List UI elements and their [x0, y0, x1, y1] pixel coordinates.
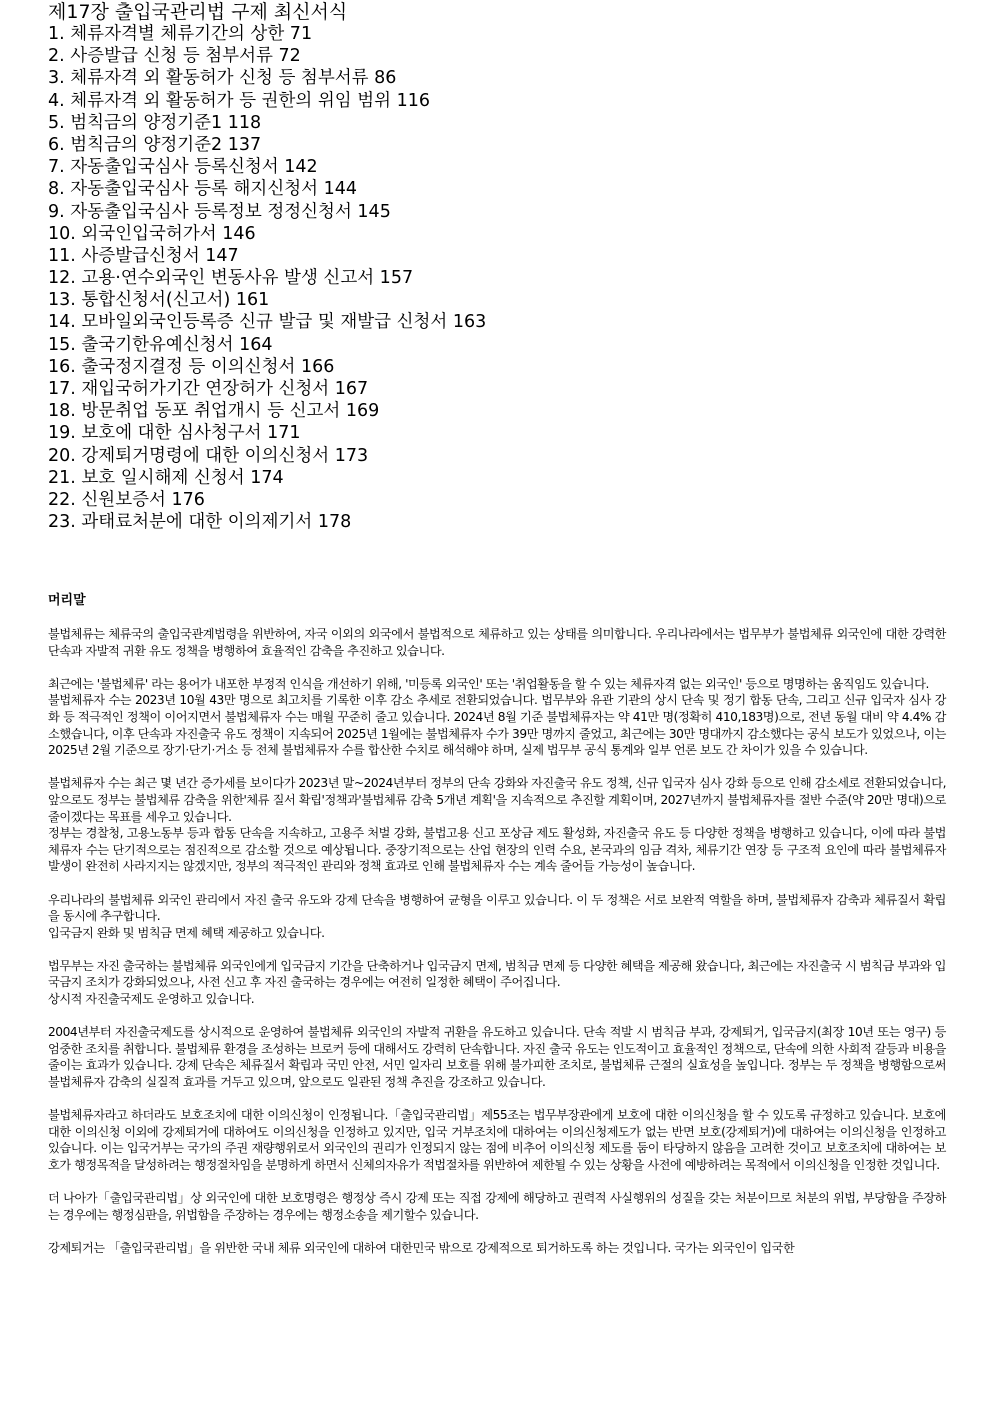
toc-item: 13. 통합신청서(신고서) 161 — [48, 290, 270, 311]
toc-item: 3. 체류자격 외 활동허가 신청 등 첨부서류 86 — [48, 68, 397, 89]
preface-paragraph: 불법체류자라고 하더라도 보호조치에 대한 이의신청이 인정됩니다.「출입국관리법」제55조는 법무부장관에게 보호에 대한 이의신청을 할 수 있도록 규정하고 있습니다. 보호에 대한 이의신청 이외에 강제퇴거에 대하여도 이의신청을 인정하고 있지만, 입국 거부조치에 대하여는 이의신청제도가 없는 반면 보호(강제퇴거)에 대하여는 이의신청을 인정하고 있습니다. 이는 입국거부는 국가의 주권 재량행위로서 외국인의 권리가 인정되지 않는 점에 비추어 이의신청 제도를 둠이 타당하지 않음을 고려한 것이고 보호조치에 대하여는 보호가 행정목적을 달성하려는 행정절차임을 분명하게 하면서 신체의자유가 적법절차를 위반하여 제한될 수 있는 상황을 사전에 예방하려는 목적에서 이의신청을 인정한 것입니다. — [48, 1108, 946, 1172]
preface-body — [48, 626, 946, 1273]
toc-item: 11. 사증발급신청서 147 — [48, 245, 239, 266]
toc-item: 22. 신원보증서 176 — [48, 489, 205, 510]
toc-title: 제17장 출입국관리법 구제 최신서식 — [48, 1, 348, 23]
toc-item: 5. 범칙금의 양정기준1 118 — [48, 112, 262, 133]
toc-list — [48, 23, 948, 533]
preface-paragraph: 2004년부터 자진출국제도를 상시적으로 운영하여 불법체류 외국인의 자발적 귀환을 유도하고 있습니다. 단속 적발 시 범칙금 부과, 강제퇴거, 입국금지(최장 10년 또는 영구) 등 엄중한 조치를 취합니다. 불법체류 환경을 조성하는 브로커 등에 대해서도 강력히 단속합니다. 자진 출국 유도는 인도적이고 효율적인 정책으로, 단속에 의한 사회적 갈등과 비용을 줄이는 효과가 있습니다. 강제 단속은 체류질서 확립과 국민 안전, 서민 일자리 보호를 위해 불가피한 조치로, 불법체류 근절의 실효성을 높입니다. 정부는 두 정책을 병행함으로써 불법체류자 감축의 실질적 효과를 거두고 있으며, 앞으로도 일관된 정책 추진을 강조하고 있습니다. — [48, 1025, 946, 1090]
preface-paragraph: 우리나라의 불법체류 외국인 관리에서 자진 출국 유도와 강제 단속을 병행하여 균형을 이루고 있습니다. 이 두 정책은 서로 보완적 역할을 하며, 불법체류자 감축과 체류질서 확립을 동시에 추구합니다. 입국금지 완화 및 범칙금 면제 혜택 제공하고 있습니다. — [48, 892, 946, 940]
toc-item: 17. 재입국허가기간 연장허가 신청서 167 — [48, 379, 369, 399]
preface-paragraph: 최근에는 '불법체류' 라는 용어가 내포한 부정적 인식을 개선하기 위해, '미등록 외국인' 또는 '취업활동을 할 수 있는 체류자격 없는 외국인' 등으로 명명하는 움직임도 있습니다. 불법체류자 수는 2023년 10월 43만 명으로 최고치를 기록한 이후 감소 추세로 전환되었습니다. 법무부와 유관 기관의 상시 단속 및 정기 합동 단속, 그리고 신규 입국자 심사 강화 등 적극적인 정책이 이어지면서 불법체류자 수는 매월 꾸준히 줄고 있습니다. 2024년 8월 기준 불법체류자는 약 41만 명(정확히 410,183명)으로, 전년 동월 대비 약 4.4% 감소했습니다, 이후 단속과 자진출국 유도 정책이 지속되어 2025년 1월에는 불법체류자 수가 39만 명까지 줄었고, 최근에는 30만 명대까지 감소했다는 공식 보도가 있었으나, 이는 2025년 2월 기준으로 장기·단기·거소 등 전체 불법체류자 수를 합산한 수치로 해석해야 하며, 실제 법무부 공식 통계와 일부 언론 보도 간 차이가 있을 수 있습니다. — [48, 676, 946, 758]
preface-paragraph: 강제퇴거는 「출입국관리법」을 위반한 국내 체류 외국인에 대하여 대한민국 밖으로 강제적으로 퇴거하도록 하는 것입니다. 국가는 외국인이 입국한 — [48, 1240, 795, 1255]
toc-item: 14. 모바일외국인등록증 신규 발급 및 재발급 신청서 163 — [48, 312, 487, 333]
preface-paragraph: 불법체류자 수는 최근 몇 년간 증가세를 보이다가 2023년 말~2024년부터 정부의 단속 강화와 자진출국 유도 정책, 신규 입국자 심사 강화 등으로 인해 감소세로 전환되었습니다, 앞으로도 정부는 불법체류 감축을 위한'체류 질서 확립'정책과'불법체류 감축 5개년 계획'을 지속적으로 추진할 계획이며, 2027년까지 불법체류자를 절반 수준(약 20만 명대)으로 줄이겠다는 목표를 세우고 있습니다. 정부는 경찰청, 고용노동부 등과 합동 단속을 지속하고, 고용주 처벌 강화, 불법고용 신고 포상금 제도 활성화, 자진출국 유도 등 다양한 정책을 병행하고 있습니다, 이에 따라 불법체류자 수는 단기적으로는 점진적으로 감소할 것으로 예상됩니다. 중장기적으로는 산업 현장의 인력 수요, 본국과의 임금 격차, 체류기간 연장 등 구조적 요인에 따라 불법체류자 발생이 완전히 사라지지는 않겠지만, 정부의 적극적인 관리와 정책 효과로 인해 불법체류자 수는 계속 줄어들 가능성이 높습니다. — [48, 776, 946, 874]
toc-item: 15. 출국기한유예신청서 164 — [48, 334, 273, 355]
toc-item: 23. 과태료처분에 대한 이의제기서 178 — [48, 512, 352, 533]
toc-item: 10. 외국인입국허가서 146 — [48, 223, 256, 244]
toc-item: 20. 강제퇴거명령에 대한 이의신청서 173 — [48, 445, 369, 466]
toc-item: 8. 자동출입국심사 등록 해지신청서 144 — [48, 179, 358, 200]
preface-paragraph: 법무부는 자진 출국하는 불법체류 외국인에게 입국금지 기간을 단축하거나 입국금지 면제, 범칙금 면제 등 다양한 혜택을 제공해 왔습니다, 최근에는 자진출국 시 범칙금 부과와 입국금지 조치가 강화되었으나, 사전 신고 후 자진 출국하는 경우에는 여전히 일정한 혜택이 주어집니다. 상시적 자진출국제도 운영하고 있습니다. — [48, 958, 946, 1007]
toc-item: 2. 사증발급 신청 등 첨부서류 72 — [48, 46, 301, 67]
toc-item: 7. 자동출입국심사 등록신청서 142 — [48, 157, 318, 178]
toc-item: 4. 체류자격 외 활동허가 등 권한의 위임 범위 116 — [48, 90, 430, 111]
toc-item: 9. 자동출입국심사 등록정보 정정신청서 145 — [48, 201, 391, 222]
toc-item: 12. 고용·연수외국인 변동사유 발생 신고서 157 — [48, 268, 414, 289]
preface-paragraph: 불법체류는 체류국의 출입국관계법령을 위반하여, 자국 이외의 외국에서 불법적으로 체류하고 있는 상태를 의미합니다. 우리나라에서는 법무부가 불법체류 외국인에 대한 강력한 단속과 자발적 귀환 유도 정책을 병행하여 효율적인 감축을 추진하고 있습니다. — [48, 627, 946, 658]
toc-item: 19. 보호에 대한 심사청구서 171 — [48, 423, 301, 444]
toc-item: 16. 출국정지결정 등 이의신청서 166 — [48, 356, 335, 377]
preface-heading: 머리말 — [48, 593, 86, 608]
document-page — [48, 0, 948, 1255]
toc-item: 21. 보호 일시해제 신청서 174 — [48, 467, 284, 488]
preface-paragraph: 더 나아가「출입국관리법」상 외국인에 대한 보호명령은 행정상 즉시 강제 또는 직접 강제에 해당하고 권력적 사실행위의 성질을 갖는 처분이므로 처분의 위법, 부당함을 주장하는 경우에는 행정심판을, 위법함을 주장하는 경우에는 행정소송을 제기할수 있습니다. — [48, 1191, 946, 1222]
toc-item: 18. 방문취업 동포 취업개시 등 신고서 169 — [48, 401, 380, 422]
toc-item: 1. 체류자격별 체류기간의 상한 71 — [48, 24, 313, 44]
toc-item: 6. 범칙금의 양정기준2 137 — [48, 134, 262, 155]
